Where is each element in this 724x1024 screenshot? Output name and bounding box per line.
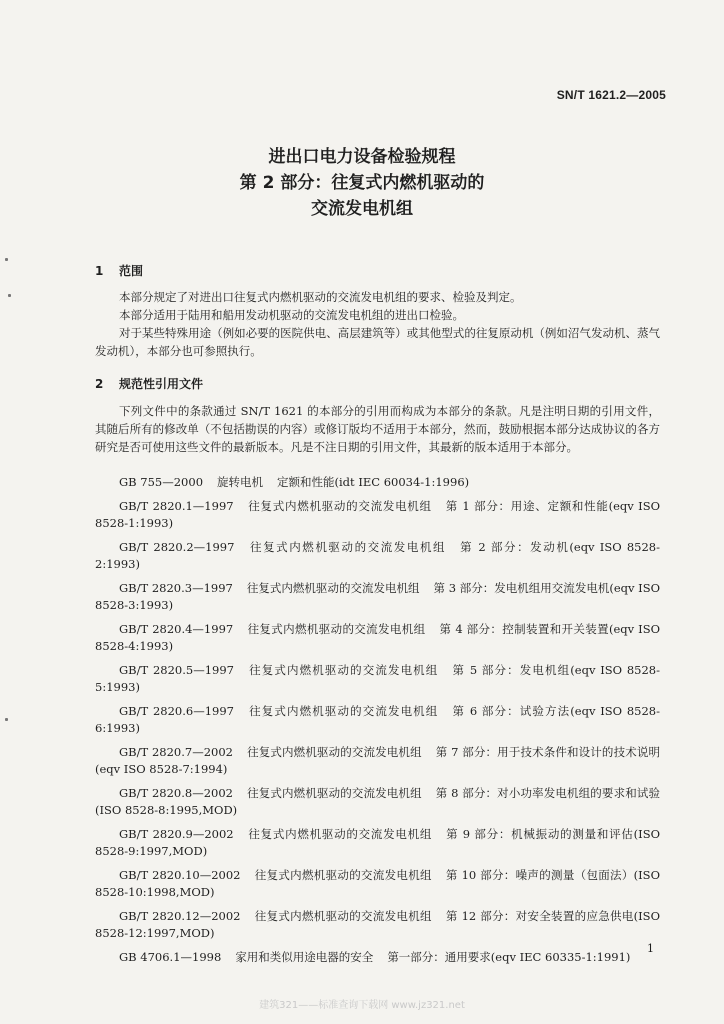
reference-code: GB/T 2820.9—2002 (119, 827, 234, 841)
reference-code: GB/T 2820.6—1997 (119, 704, 234, 718)
reference-title: 往复式内燃机驱动的交流发电机组 (247, 827, 433, 841)
reference-code: GB/T 2820.1—1997 (119, 499, 234, 513)
scan-speck (5, 258, 8, 261)
reference-code: GB/T 2820.12—2002 (119, 909, 241, 923)
reference-item (95, 580, 660, 614)
section-2-title: 规范性引用文件 (119, 377, 204, 391)
reference-code: GB 4706.1—1998 (119, 950, 222, 964)
reference-title: 往复式内燃机驱动的交流发电机组 (248, 540, 447, 554)
reference-item (95, 703, 660, 737)
normative-reference-list (95, 474, 660, 973)
reference-title: 旋转电机 (217, 475, 264, 489)
reference-title: 往复式内燃机驱动的交流发电机组 (246, 786, 422, 800)
page-number: 1 (647, 942, 654, 955)
reference-code: GB/T 2820.4—1997 (119, 622, 234, 636)
section-1-paragraph-3: 对于某些特殊用途（例如必要的医院供电、高层建筑等）或其他型式的往复原动机（例如沼气发动机、蒸气发动机），本部分也可参照执行。 (95, 326, 660, 358)
reference-item (95, 908, 660, 942)
reference-item (95, 785, 660, 819)
reference-detail: 第 4 部分：控制装置和开关装置(eqv ISO 8528-4:1993) (95, 622, 661, 653)
reference-item (95, 539, 660, 573)
reference-title: 往复式内燃机驱动的交流发电机组 (247, 622, 426, 636)
section-2-number: 2 (95, 377, 104, 391)
section-2-heading (95, 375, 203, 392)
title-line-3: 交流发电机组 (311, 199, 413, 219)
section-1-heading (95, 262, 143, 279)
reference-item (95, 867, 660, 901)
document-title (0, 144, 724, 222)
reference-code: GB/T 2820.5—1997 (119, 663, 234, 677)
reference-code: GB/T 2820.7—2002 (119, 745, 233, 759)
reference-item (95, 826, 660, 860)
reference-title: 往复式内燃机驱动的交流发电机组 (247, 663, 439, 677)
reference-item (95, 949, 660, 966)
reference-detail: 第 2 部分：发动机(eqv ISO 8528-2:1993) (95, 540, 661, 571)
reference-code: GB/T 2820.8—2002 (119, 786, 233, 800)
standard-code: SN/T 1621.2—2005 (556, 88, 666, 102)
reference-detail: 第 7 部分：用于技术条件和设计的技术说明(eqv ISO 8528-7:1994) (95, 745, 660, 776)
section-1-paragraph-2: 本部分适用于陆用和船用发动机驱动的交流发电机组的进出口检验。 (119, 308, 464, 322)
reference-code: GB 755—2000 (119, 475, 204, 489)
reference-code: GB/T 2820.3—1997 (119, 581, 233, 595)
reference-title: 往复式内燃机驱动的交流发电机组 (254, 868, 432, 882)
reference-detail: 第 8 部分：对小功率发电机组的要求和试验(ISO 8528-8:1995,MOD) (95, 786, 660, 817)
reference-detail: 第 5 部分：发电机组(eqv ISO 8528-5:1993) (95, 663, 661, 694)
reference-item (95, 498, 660, 532)
reference-detail: 第 3 部分：发电机组用交流发电机(eqv ISO 8528-3:1993) (95, 581, 661, 612)
reference-code: GB/T 2820.2—1997 (119, 540, 235, 554)
reference-title: 往复式内燃机驱动的交流发电机组 (246, 581, 420, 595)
reference-item (95, 744, 660, 778)
reference-detail: 定额和性能(idt IEC 60034-1:1996) (277, 475, 470, 489)
scan-speck (5, 718, 8, 721)
reference-title: 往复式内燃机驱动的交流发电机组 (247, 499, 432, 513)
reference-detail: 第一部分：通用要求(eqv IEC 60335-1:1991) (387, 950, 631, 964)
reference-code: GB/T 2820.10—2002 (119, 868, 241, 882)
reference-detail: 第 9 部分：机械振动的测量和评估(ISO 8528-9:1997,MOD) (95, 827, 660, 858)
reference-title: 家用和类似用途电器的安全 (235, 950, 374, 964)
reference-detail: 第 6 部分：试验方法(eqv ISO 8528-6:1993) (95, 704, 661, 735)
section-1-number: 1 (95, 264, 104, 278)
reference-detail: 第 12 部分：对安全装置的应急供电(ISO 8528-12:1997,MOD) (95, 909, 660, 940)
section-1-title: 范围 (119, 264, 144, 278)
scan-speck (8, 294, 11, 297)
section-1-paragraph-1: 本部分规定了对进出口往复式内燃机驱动的交流发电机组的要求、检验及判定。 (119, 290, 522, 304)
reference-title: 往复式内燃机驱动的交流发电机组 (246, 745, 422, 759)
reference-item (95, 621, 660, 655)
watermark-text: 建筑321——标准查询下载网 www.jz321.net (259, 1000, 465, 1011)
reference-title: 往复式内燃机驱动的交流发电机组 (247, 704, 439, 718)
section-2-intro: 下列文件中的条款通过 SN/T 1621 的本部分的引用而构成为本部分的条款。凡是注明日期的引用文件，其随后所有的修改单（不包括勘误的内容）或修订版均不适用于本部分，然而，鼓励根据本部分达成协议的各方研究是否可使用这些文件的最新版本。凡是不注日期的引用文件，其最新的版本适用于本部分。 (95, 404, 660, 454)
reference-item (95, 662, 660, 696)
title-line-1: 进出口电力设备检验规程 (268, 147, 456, 167)
reference-title: 往复式内燃机驱动的交流发电机组 (254, 909, 432, 923)
reference-detail: 第 1 部分：用途、定额和性能(eqv ISO 8528-1:1993) (95, 499, 661, 530)
reference-detail: 第 10 部分：噪声的测量（包面法）(ISO 8528-10:1998,MOD) (95, 868, 660, 899)
reference-item (95, 474, 660, 491)
title-line-2: 第 2 部分：往复式内燃机驱动的 (239, 173, 485, 193)
